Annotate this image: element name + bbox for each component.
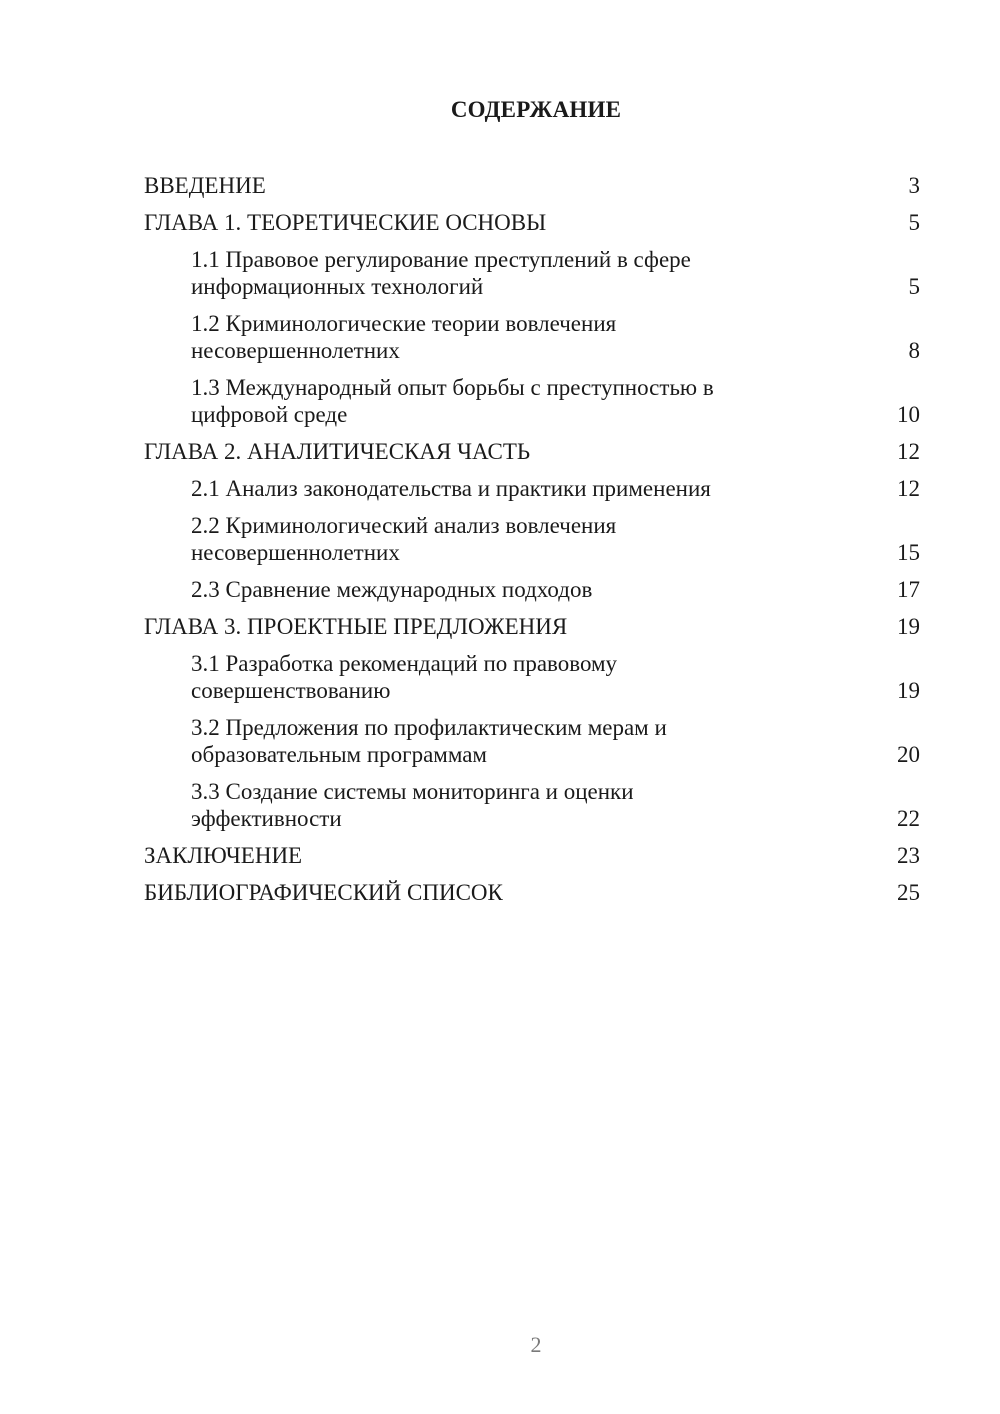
toc-entry-page: 22 (897, 806, 920, 831)
toc-entry-text: 3.3 Создание системы мониторинга и оценки эффективности (191, 779, 634, 831)
toc-entry-text: ГЛАВА 3. ПРОЕКТНЫЕ ПРЕДЛОЖЕНИЯ (144, 614, 568, 639)
toc-entry-text: ЗАКЛЮЧЕНИЕ (144, 843, 303, 868)
toc-entry-page: 23 (897, 843, 920, 868)
toc-entry-page: 5 (908, 210, 920, 235)
page-title: СОДЕРЖАНИЕ (450, 97, 622, 122)
toc-entry-page: 12 (897, 476, 920, 501)
toc-entry-section-2-3[interactable] (144, 572, 920, 609)
toc-entry-text: 3.2 Предложения по профилактическим мерам и образовательным программам (191, 715, 667, 767)
toc-entry-text: БИБЛИОГРАФИЧЕСКИЙ СПИСОК (144, 880, 503, 905)
toc-entry-text: 2.3 Сравнение международных подходов (191, 577, 593, 602)
toc-entry-text: 1.2 Криминологические теории вовлечения несовершеннолетних (191, 311, 617, 363)
toc-entry-page: 25 (897, 880, 920, 905)
toc-entry-section-3-2[interactable] (144, 710, 920, 774)
toc-entry-section-2-2[interactable] (144, 508, 920, 572)
toc-entry-page: 15 (897, 540, 920, 565)
toc-entry-introduction[interactable] (144, 168, 920, 205)
toc-entry-text: 1.3 Международный опыт борьбы с преступностью в цифровой среде (191, 375, 714, 427)
toc-entry-page: 20 (897, 742, 920, 767)
toc-entry-text: 2.2 Криминологический анализ вовлечения несовершеннолетних (191, 513, 617, 565)
toc-entry-section-2-1[interactable] (144, 471, 920, 508)
toc-entry-text: ВВЕДЕНИЕ (144, 173, 266, 198)
page-number: 2 (530, 1332, 542, 1357)
toc-entry-chapter-3[interactable] (144, 609, 920, 646)
toc-entry-page: 19 (897, 678, 920, 703)
toc-entry-text: 2.1 Анализ законодательства и практики применения (191, 476, 711, 501)
toc-entry-section-1-1[interactable] (144, 242, 920, 306)
toc-entry-section-3-3[interactable] (144, 774, 920, 838)
toc-entry-section-1-3[interactable] (144, 370, 920, 434)
toc-entry-text: ГЛАВА 1. ТЕОРЕТИЧЕСКИЕ ОСНОВЫ (144, 210, 547, 235)
toc-entry-page: 17 (897, 577, 920, 602)
toc-entry-page: 10 (897, 402, 920, 427)
toc-entry-conclusion[interactable] (144, 838, 920, 875)
toc-entry-text: 1.1 Правовое регулирование преступлений в сфере информационных технологий (191, 247, 691, 299)
table-of-contents (144, 168, 920, 912)
toc-entry-page: 8 (908, 338, 920, 363)
toc-entry-page: 3 (908, 173, 920, 198)
toc-entry-page: 19 (897, 614, 920, 639)
toc-entry-chapter-2[interactable] (144, 434, 920, 471)
toc-entry-text: 3.1 Разработка рекомендаций по правовому совершенствованию (191, 651, 618, 703)
toc-entry-section-3-1[interactable] (144, 646, 920, 710)
toc-entry-chapter-1[interactable] (144, 205, 920, 242)
toc-entry-bibliography[interactable] (144, 875, 920, 912)
toc-entry-section-1-2[interactable] (144, 306, 920, 370)
toc-entry-page: 12 (897, 439, 920, 464)
toc-entry-text: ГЛАВА 2. АНАЛИТИЧЕСКАЯ ЧАСТЬ (144, 439, 531, 464)
toc-entry-page: 5 (908, 274, 920, 299)
